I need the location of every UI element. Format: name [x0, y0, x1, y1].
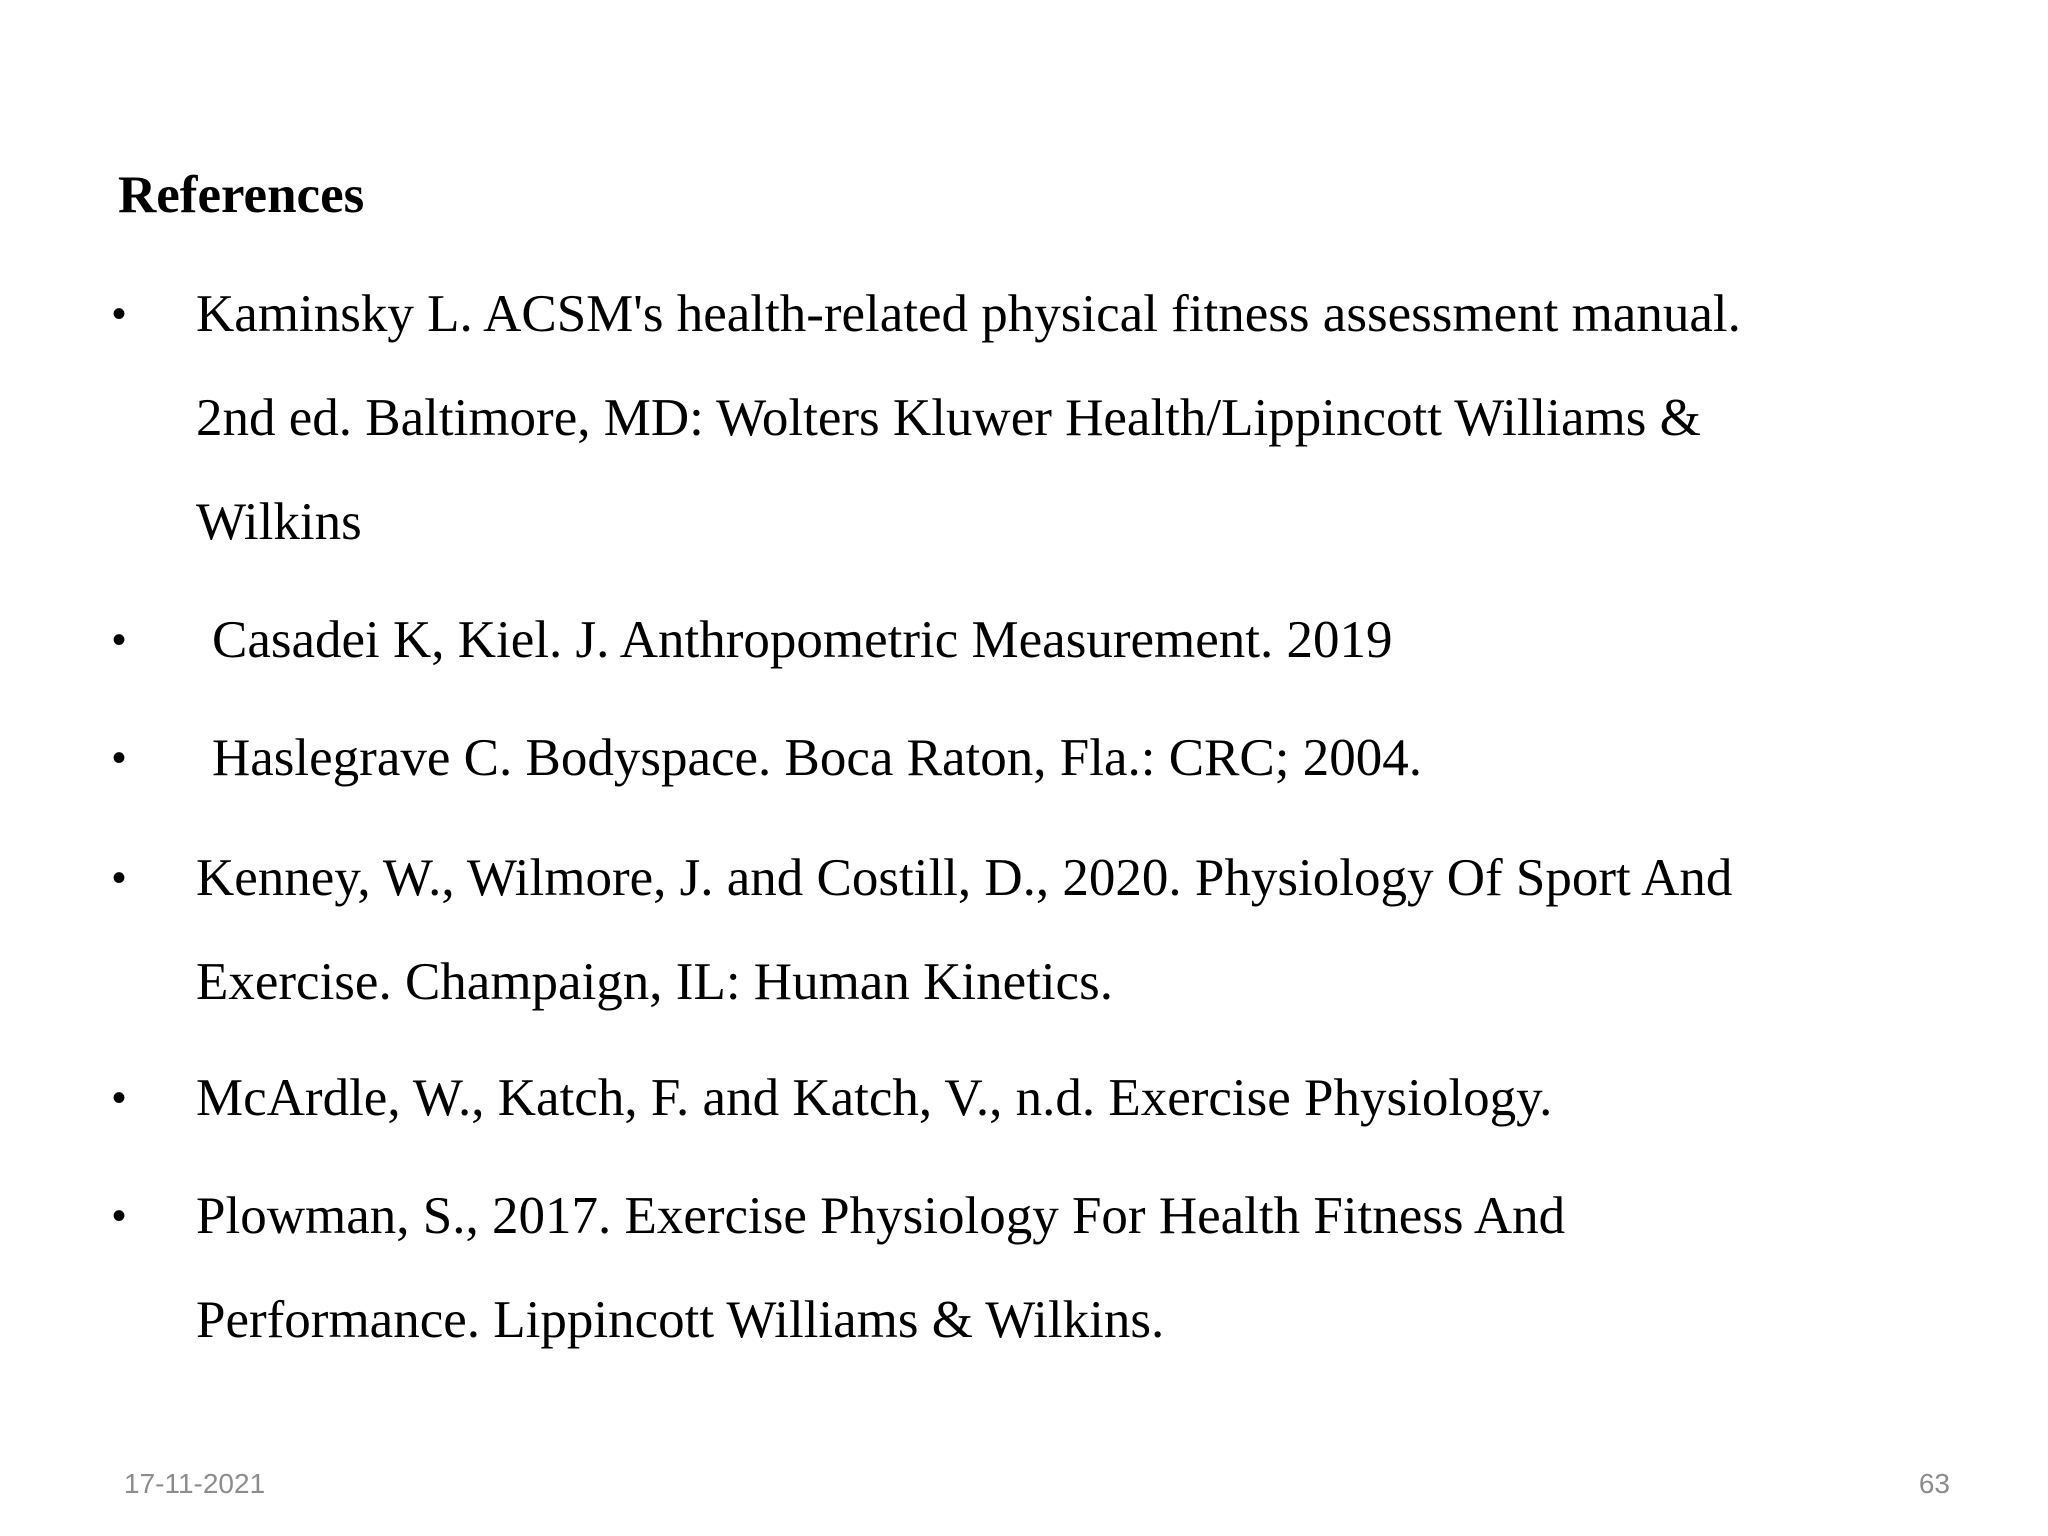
- reference-line: 2nd ed. Baltimore, MD: Wolters Kluwer Health/Lippincott Williams &: [196, 389, 1701, 447]
- reference-item: [0, 1164, 2048, 1372]
- bullet-icon: •: [112, 1194, 127, 1238]
- slide-title: References: [118, 166, 365, 224]
- reference-line: Casadei K, Kiel. J. Anthropometric Measurement. 2019: [212, 611, 1393, 669]
- reference-item: [0, 826, 2048, 1034]
- reference-line: Haslegrave C. Bodyspace. Boca Raton, Fla.: CRC; 2004.: [212, 729, 1422, 787]
- bullet-icon: •: [112, 618, 127, 662]
- reference-item: [0, 588, 2048, 692]
- reference-item: [0, 1046, 2048, 1150]
- page-number: 63: [1918, 1468, 1950, 1499]
- reference-line: Kenney, W., Wilmore, J. and Costill, D., 2020. Physiology Of Sport And: [196, 849, 1733, 907]
- reference-line: Performance. Lippincott Williams & Wilkins.: [196, 1291, 1165, 1349]
- reference-item: [0, 262, 2048, 574]
- bullet-icon: •: [112, 1076, 127, 1120]
- bullet-icon: •: [112, 292, 127, 336]
- reference-line: McArdle, W., Katch, F. and Katch, V., n.d. Exercise Physiology.: [196, 1069, 1553, 1127]
- reference-line: Exercise. Champaign, IL: Human Kinetics.: [196, 953, 1113, 1011]
- bullet-icon: •: [112, 736, 127, 780]
- reference-line: Wilkins: [196, 493, 362, 551]
- reference-line: Plowman, S., 2017. Exercise Physiology For Health Fitness And: [196, 1187, 1566, 1245]
- bullet-icon: •: [112, 856, 127, 900]
- footer-date: 17-11-2021: [124, 1468, 266, 1499]
- reference-item: [0, 706, 2048, 810]
- reference-line: Kaminsky L. ACSM's health-related physical fitness assessment manual.: [196, 285, 1741, 343]
